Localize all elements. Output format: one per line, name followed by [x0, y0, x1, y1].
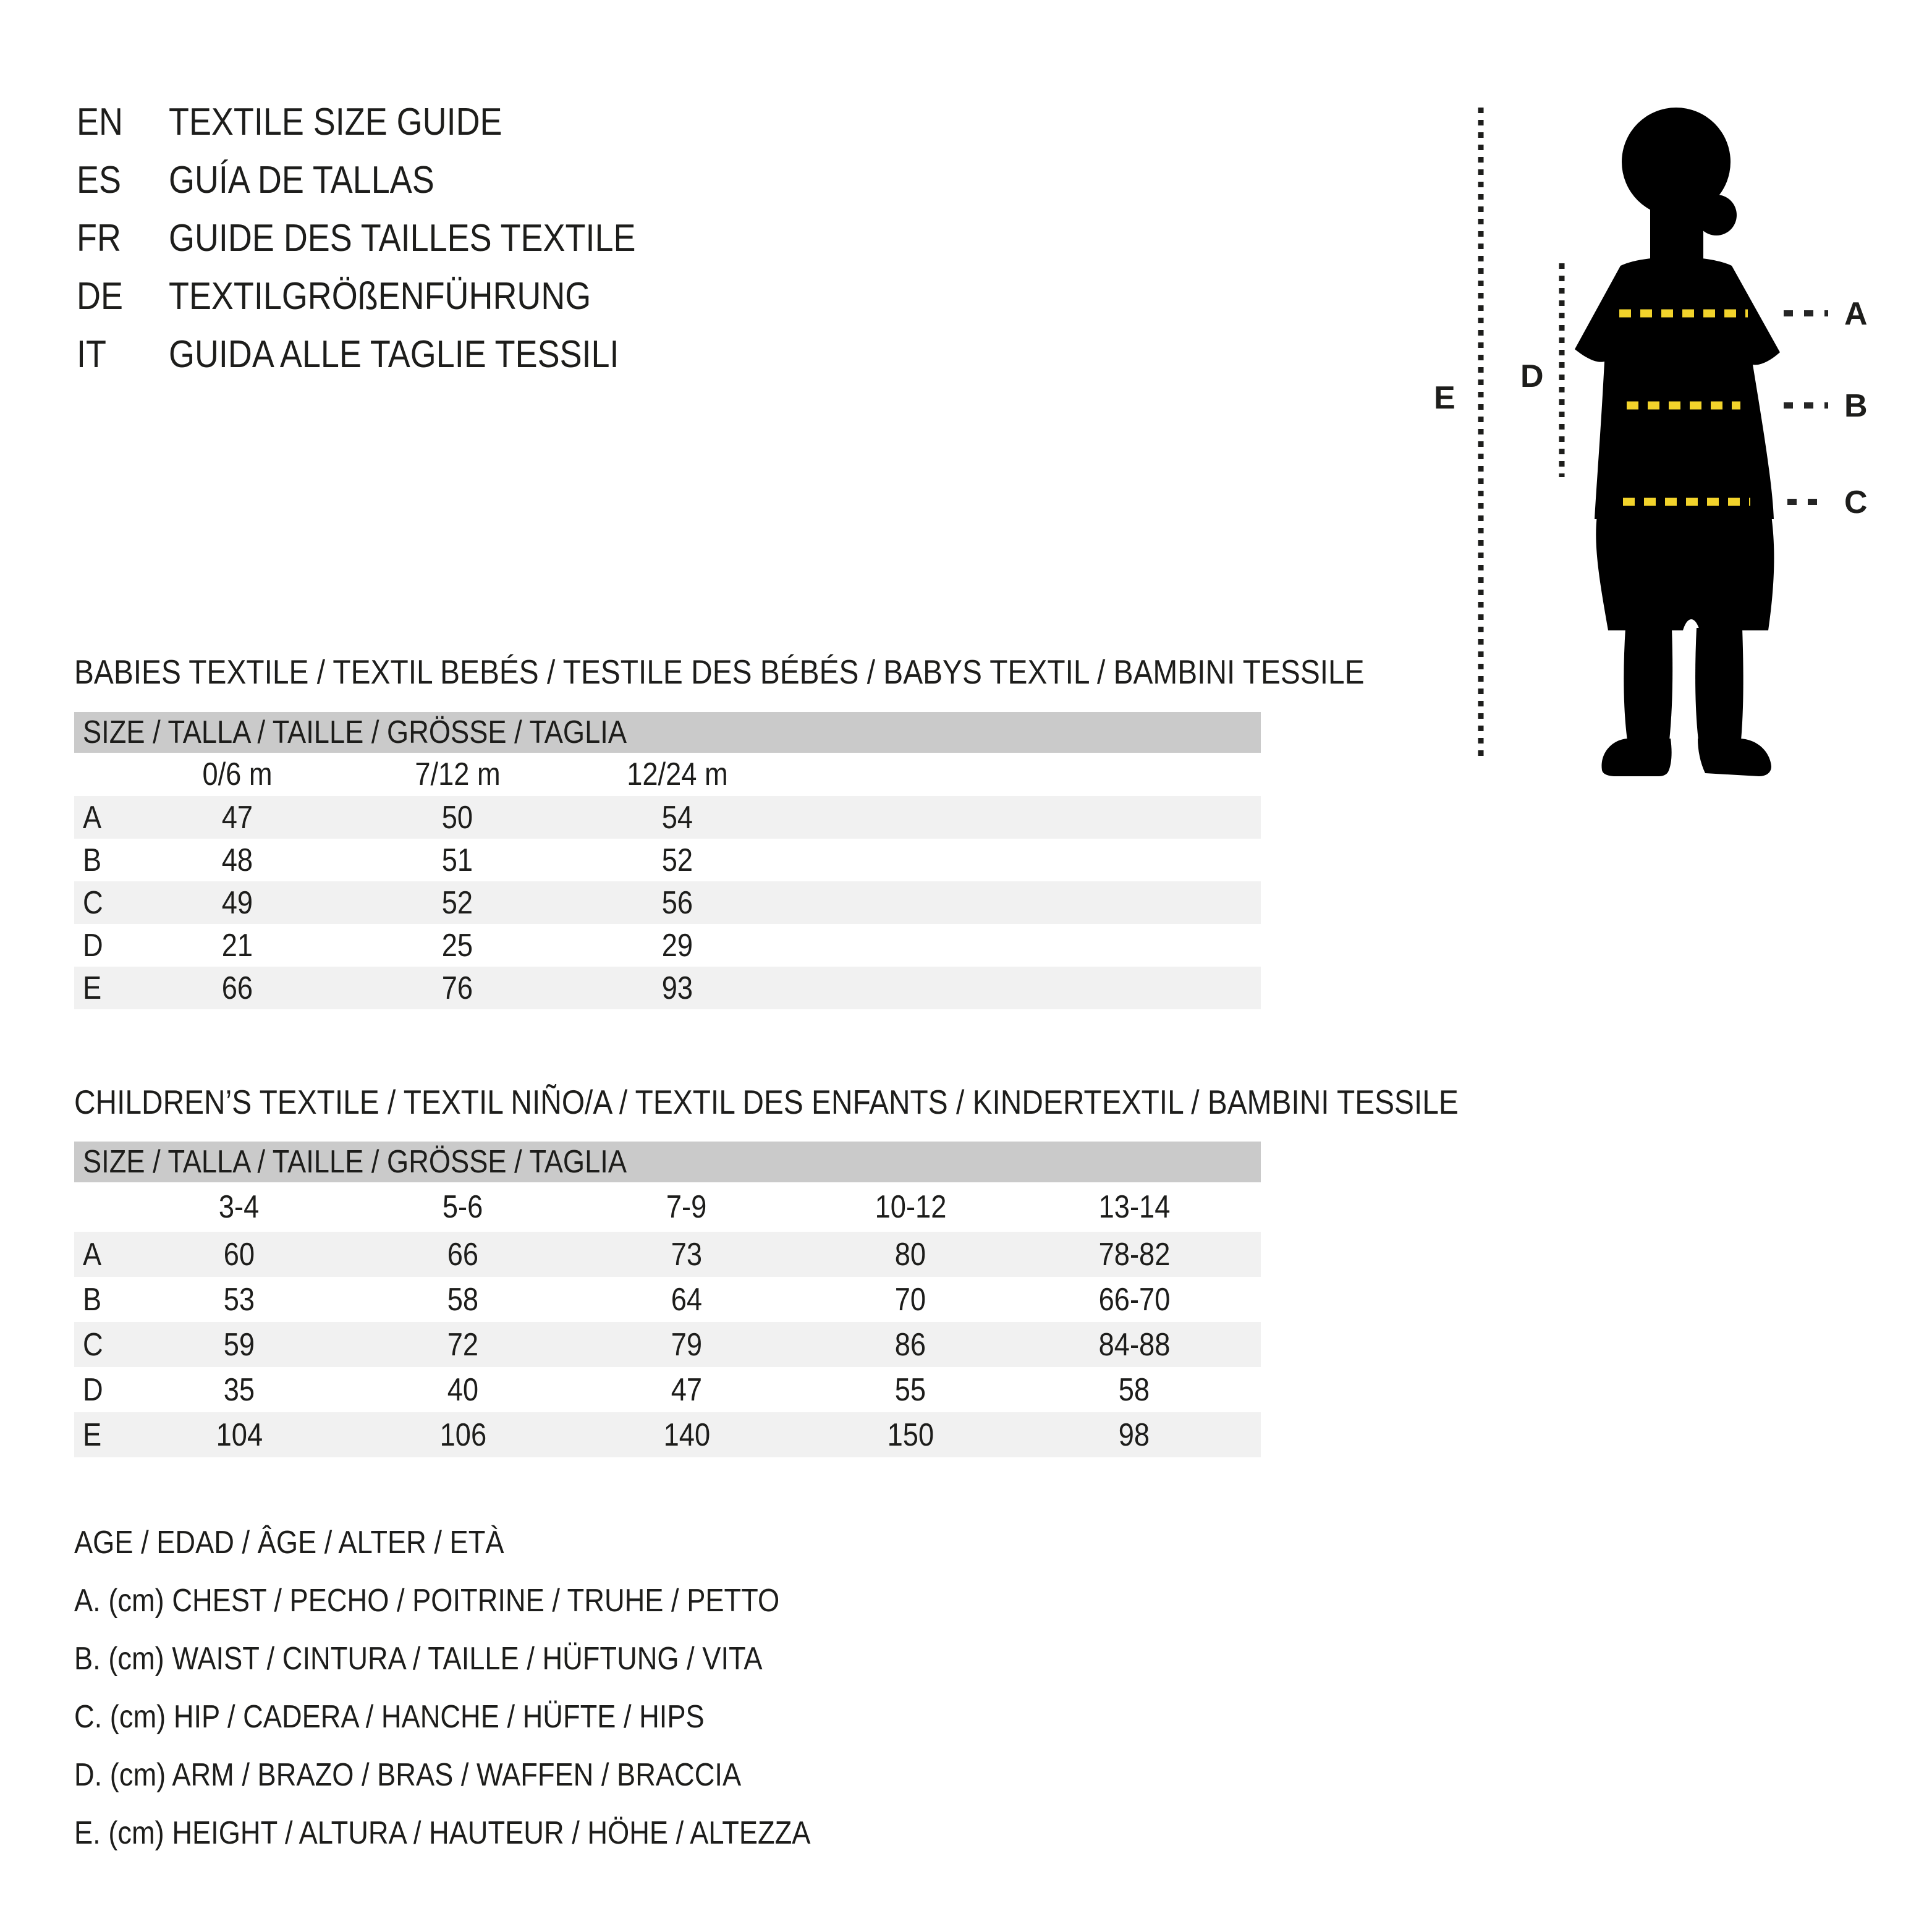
language-code: ES [77, 159, 121, 201]
column-header: 3-4 [219, 1189, 260, 1225]
cell-value: 25 [441, 927, 473, 964]
cell-value: 84-88 [1098, 1326, 1170, 1363]
language-title: GUÍA DE TALLAS [169, 159, 434, 201]
children-section-title-text: CHILDREN’S TEXTILE / TEXTIL NIÑO/A / TEXTIL DES ENFANTS / KINDERTEXTIL / BAMBINI TESSILE [74, 1083, 1459, 1121]
figure-label-e: E [1434, 380, 1455, 416]
cell-value: 86 [894, 1326, 926, 1363]
row-label: C [83, 884, 103, 921]
legend-line-arm: D. (cm) ARM / BRAZO / BRAS / WAFFEN / BRACCIA [74, 1757, 742, 1793]
row-label: D [83, 927, 103, 964]
child-silhouette-icon [1575, 108, 1780, 776]
figure-label-d: D [1520, 358, 1544, 394]
legend-line-hip: C. (cm) HIP / CADERA / HANCHE / HÜFTE / HIPS [74, 1699, 705, 1735]
column-header: 13-14 [1098, 1189, 1170, 1225]
children-size-table [74, 1142, 1261, 1457]
table-row [74, 1232, 1261, 1277]
babies-size-table [74, 712, 1261, 1009]
cell-value: 58 [1118, 1371, 1150, 1408]
cell-value: 49 [221, 884, 253, 921]
babies-column-header-row [74, 753, 1261, 796]
cell-value: 53 [223, 1281, 255, 1318]
table-row [74, 881, 1261, 924]
row-label: E [83, 1417, 102, 1453]
silhouette-right-leg [1695, 628, 1743, 740]
cell-value: 98 [1118, 1417, 1150, 1453]
cell-value: 59 [223, 1326, 255, 1363]
figure-label-c: C [1844, 485, 1868, 520]
babies-table-rows [74, 796, 1261, 1009]
cell-value: 140 [663, 1417, 710, 1453]
column-header: 7/12 m [414, 756, 501, 792]
children-column-header-row [74, 1182, 1261, 1232]
row-label: E [83, 970, 102, 1006]
cell-value: 48 [221, 842, 253, 878]
language-title: TEXTILGRÖßENFÜHRUNG [169, 275, 591, 318]
cell-value: 54 [661, 799, 693, 836]
cell-value: 73 [671, 1236, 703, 1273]
cell-value: 66 [447, 1236, 479, 1273]
table-row [74, 924, 1261, 967]
table-row [74, 1322, 1261, 1367]
row-label: C [83, 1326, 103, 1363]
row-label: A [83, 799, 102, 836]
cell-value: 76 [441, 970, 473, 1006]
figure-label-b: B [1844, 388, 1868, 424]
measurement-figure [1409, 87, 1932, 797]
silhouette-left-shoe [1601, 739, 1671, 776]
cell-value: 50 [441, 799, 473, 836]
language-code: FR [77, 217, 121, 260]
cell-value: 78-82 [1098, 1236, 1170, 1273]
table-row [74, 967, 1261, 1009]
legend-line-waist: B. (cm) WAIST / CINTURA / TAILLE / HÜFTUNG / VITA [74, 1641, 763, 1677]
table-row [74, 839, 1261, 881]
silhouette-left-leg [1624, 628, 1672, 740]
legend-line-age: AGE / EDAD / ÂGE / ALTER / ETÀ [74, 1525, 504, 1561]
cell-value: 52 [661, 842, 693, 878]
column-header: 0/6 m [202, 756, 273, 792]
size-header-label: SIZE / TALLA / TAILLE / GRÖSSE / TAGLIA [83, 1144, 627, 1180]
children-section-title [74, 1084, 1665, 1120]
cell-value: 47 [671, 1371, 703, 1408]
cell-value: 58 [447, 1281, 479, 1318]
column-header: 7-9 [666, 1189, 707, 1225]
column-header: 5-6 [443, 1189, 483, 1225]
cell-value: 51 [441, 842, 473, 878]
cell-value: 35 [223, 1371, 255, 1408]
silhouette-right-shoe [1698, 739, 1771, 776]
language-title: GUIDE DES TAILLES TEXTILE [169, 217, 636, 260]
row-label: B [83, 842, 102, 878]
language-title: GUIDA ALLE TAGLIE TESSILI [169, 333, 619, 376]
table-row [74, 1277, 1261, 1322]
cell-value: 66-70 [1098, 1281, 1170, 1318]
cell-value: 64 [671, 1281, 703, 1318]
table-row [74, 796, 1261, 839]
cell-value: 106 [439, 1417, 486, 1453]
language-code: EN [77, 101, 123, 143]
silhouette-shorts [1596, 515, 1774, 630]
row-label: D [83, 1371, 103, 1408]
table-row [74, 1367, 1261, 1412]
column-header: 12/24 m [627, 756, 728, 792]
cell-value: 70 [894, 1281, 926, 1318]
language-code: DE [77, 275, 123, 318]
row-label: A [83, 1236, 102, 1273]
cell-value: 21 [221, 927, 253, 964]
babies-size-header-bar [74, 712, 1261, 753]
cell-value: 40 [447, 1371, 479, 1408]
children-table-rows [74, 1232, 1261, 1457]
cell-value: 66 [221, 970, 253, 1006]
row-label: B [83, 1281, 102, 1318]
silhouette-torso [1575, 257, 1780, 519]
cell-value: 29 [661, 927, 693, 964]
legend-line-height: E. (cm) HEIGHT / ALTURA / HAUTEUR / HÖHE / ALTEZZA [74, 1815, 811, 1851]
babies-section-title-text: BABIES TEXTILE / TEXTIL BEBÉS / TESTILE DES BÉBÉS / BABYS TEXTIL / BAMBINI TESSILE [74, 653, 1365, 691]
cell-value: 79 [671, 1326, 703, 1363]
legend-line-chest: A. (cm) CHEST / PECHO / POITRINE / TRUHE / PETTO [74, 1583, 780, 1619]
column-header: 10-12 [875, 1189, 946, 1225]
cell-value: 47 [221, 799, 253, 836]
cell-value: 104 [216, 1417, 263, 1453]
cell-value: 93 [661, 970, 693, 1006]
cell-value: 72 [447, 1326, 479, 1363]
cell-value: 150 [887, 1417, 934, 1453]
cell-value: 52 [441, 884, 473, 921]
figure-label-a: A [1844, 296, 1868, 332]
table-row [74, 1412, 1261, 1457]
babies-section-title [74, 654, 1557, 690]
cell-value: 55 [894, 1371, 926, 1408]
cell-value: 56 [661, 884, 693, 921]
size-header-label: SIZE / TALLA / TAILLE / GRÖSSE / TAGLIA [83, 714, 627, 750]
cell-value: 60 [223, 1236, 255, 1273]
language-title: TEXTILE SIZE GUIDE [169, 101, 502, 143]
language-code: IT [77, 333, 106, 376]
children-size-header-bar [74, 1142, 1261, 1182]
cell-value: 80 [894, 1236, 926, 1273]
